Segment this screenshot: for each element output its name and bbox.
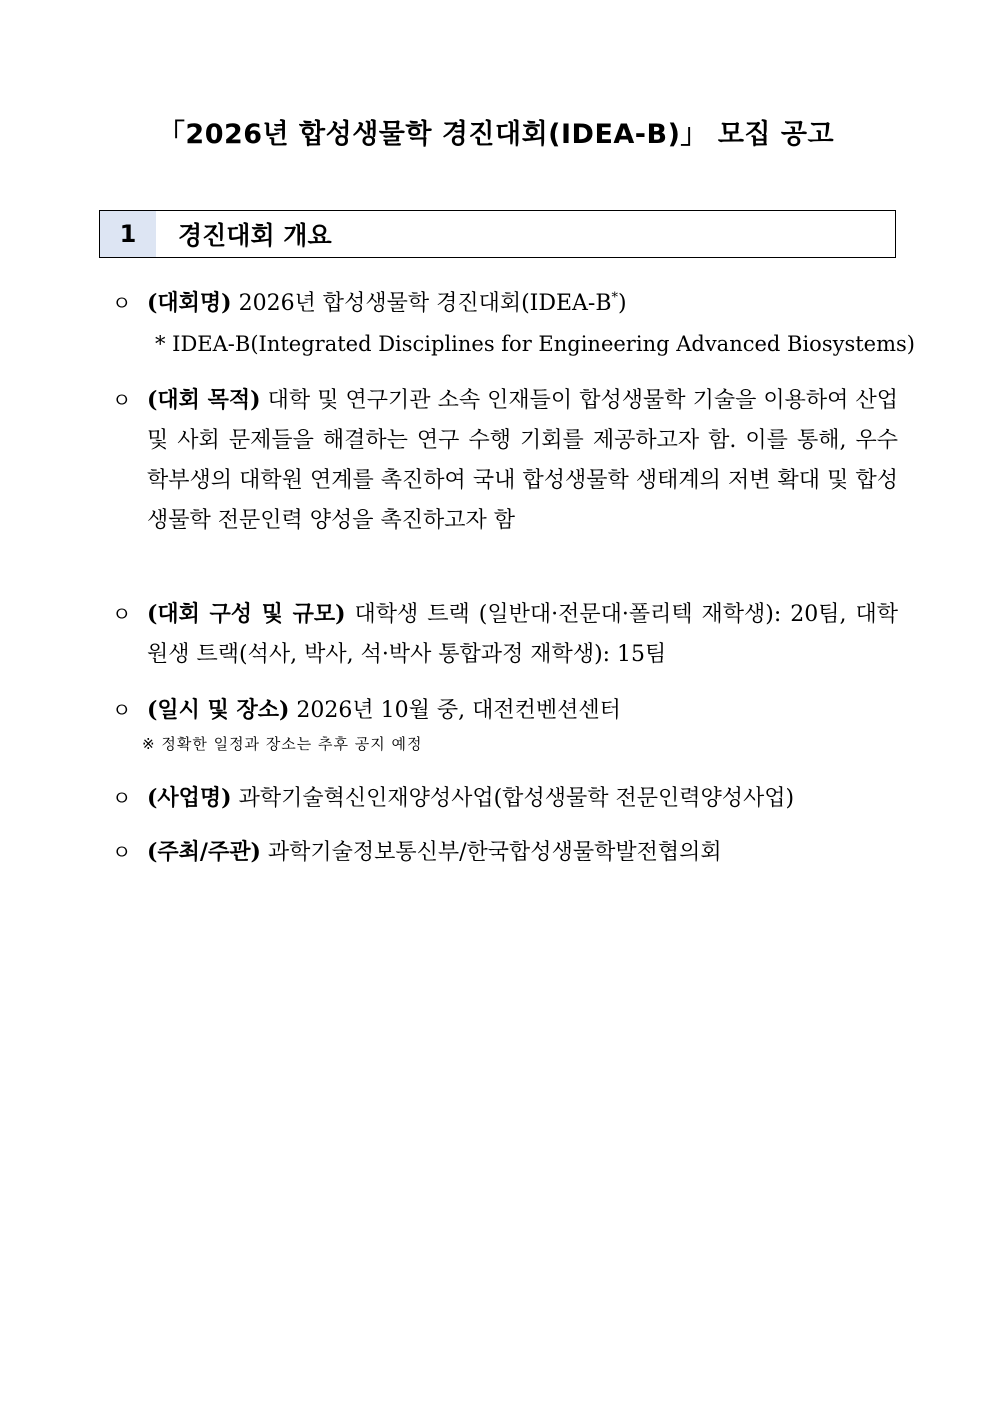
item-text: 과학기술정보통신부/한국합성생물학발전협의회 — [267, 840, 722, 865]
bullet-icon: ㅇ — [112, 840, 132, 864]
schedule-note: ※ 정확한 일정과 장소는 추후 공지 예정 — [142, 735, 423, 753]
item-text: 대학생 트랙 (일반대·전문대·폴리텍 재학생): 20팀, 대학원생 트랙(석사, 박사, 석·박사 통합과정 재학생): 15팀 — [147, 602, 899, 667]
item-text: 대학 및 연구기관 소속 인재들이 합성생물학 기술을 이용하여 산업 및 사회 문제들을 해결하는 연구 수행 기회를 제공하고자 함. 이를 통해, 우수 학부생의 대학원 연계를 촉진하여 국내 합성생물학 생태계의 저변 확대 및 합성생물학 전문인력 양성을 촉진하고자 함 — [147, 388, 898, 533]
bullet-icon: ㅇ — [112, 388, 132, 412]
item-text: 2026년 합성생물학 경진대회(IDEA-B — [238, 291, 612, 316]
item-body — [147, 594, 898, 675]
item-body — [147, 832, 898, 873]
bullet-icon: ㅇ — [112, 786, 132, 810]
item-label: (사업명) — [147, 785, 232, 811]
item-contest-name — [112, 283, 915, 364]
item-text: 2026년 10월 중, 대전컨벤션센터 — [296, 698, 621, 723]
bullet-icon: ㅇ — [112, 291, 132, 315]
document-title: 「2026년 합성생물학 경진대회(IDEA-B)」 모집 공고 — [157, 119, 835, 150]
item-label: (대회 구성 및 규모) — [147, 601, 346, 627]
item-purpose — [112, 380, 898, 541]
section-header — [99, 210, 896, 258]
item-body — [147, 380, 898, 541]
item-host — [112, 832, 898, 873]
footnote-mark: * — [611, 290, 619, 306]
bullet-icon: ㅇ — [112, 602, 132, 626]
item-schedule — [112, 690, 898, 757]
item-text-end: ) — [618, 291, 627, 316]
section-number: 1 — [100, 211, 156, 257]
item-label: (주최/주관) — [147, 839, 261, 865]
item-label: (일시 및 장소) — [147, 697, 290, 723]
item-program — [112, 778, 898, 819]
item-composition — [112, 594, 898, 675]
item-body — [147, 283, 898, 324]
item-label: (대회명) — [147, 290, 232, 316]
bullet-icon: ㅇ — [112, 698, 132, 722]
section-title: 경진대회 개요 — [178, 221, 332, 250]
item-label: (대회 목적) — [147, 387, 261, 413]
item-text: 과학기술혁신인재양성사업(합성생물학 전문인력양성사업) — [238, 786, 795, 811]
abbreviation-note: * IDEA-B(Integrated Disciplines for Engineering Advanced Biosystems) — [155, 332, 915, 356]
item-body — [147, 778, 898, 819]
item-body — [147, 690, 898, 731]
